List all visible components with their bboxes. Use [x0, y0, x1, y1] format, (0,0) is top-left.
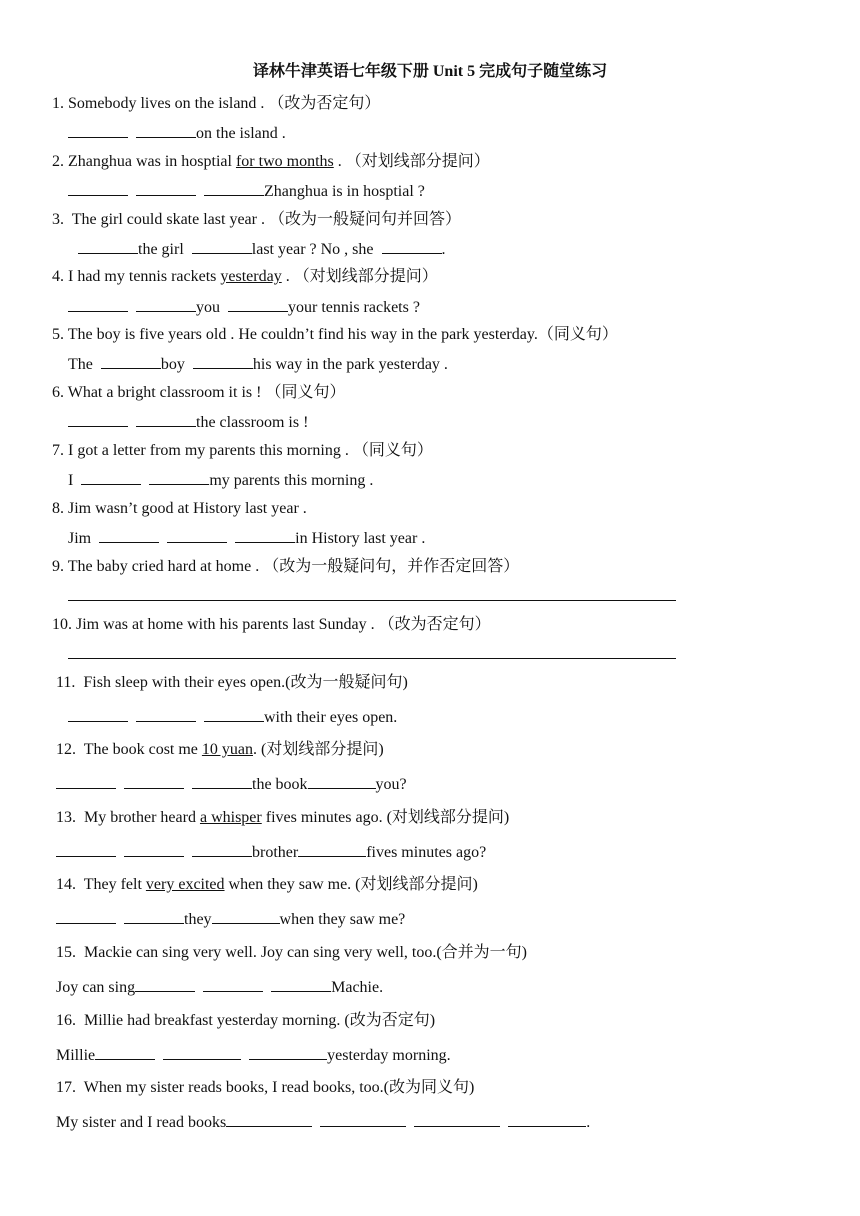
answer-15: [56, 976, 383, 999]
answer-text: boy: [160, 356, 189, 373]
underlined-phrase: 10 yuan: [201, 741, 254, 758]
blank[interactable]: [136, 296, 196, 312]
blank[interactable]: [68, 296, 128, 312]
blank[interactable]: [101, 353, 161, 369]
blank[interactable]: [68, 122, 128, 138]
answer-4: [68, 296, 420, 319]
answer-17: [56, 1111, 590, 1134]
answer-text: your tennis rackets ?: [288, 299, 420, 316]
answer-7: [68, 469, 373, 492]
question-text: 2. Zhanghua was in hosptial: [52, 153, 236, 170]
answer-line-10[interactable]: [68, 658, 676, 659]
question-12: [56, 739, 384, 761]
question-text: when they saw me. (对划线部分提问): [224, 876, 478, 893]
answer-8: [68, 527, 425, 550]
blank[interactable]: [203, 976, 263, 992]
blank[interactable]: [56, 908, 116, 924]
question-2: [52, 151, 490, 173]
answer-2: [68, 180, 425, 203]
blank[interactable]: [308, 773, 376, 789]
question-text: 4. I had my tennis rackets: [52, 268, 221, 285]
answer-14: [56, 908, 405, 931]
answer-13: [56, 841, 486, 864]
question-13: [56, 807, 509, 829]
answer-text: the classroom is !: [196, 414, 309, 431]
blank[interactable]: [56, 841, 116, 857]
question-15: 15. Mackie can sing very well. Joy can sing very well, too.(合并为一句): [56, 944, 528, 961]
question-text: 12. The book cost me: [56, 741, 202, 758]
question-11: 11. Fish sleep with their eyes open.(改为一般疑问句): [56, 674, 408, 691]
blank[interactable]: [320, 1111, 406, 1127]
blank[interactable]: [249, 1044, 327, 1060]
answer-text: in History last year .: [295, 530, 426, 547]
page-title: 译林牛津英语七年级下册 Unit 5 完成句子随堂练习: [252, 63, 608, 80]
blank[interactable]: [226, 1111, 312, 1127]
answer-12: [56, 773, 407, 796]
answer-text: yesterday morning.: [327, 1047, 451, 1064]
question-8: 8. Jim wasn’t good at History last year .: [52, 500, 307, 517]
blank[interactable]: [149, 469, 209, 485]
answer-16: [56, 1044, 451, 1067]
question-text: fives minutes ago. (对划线部分提问): [261, 809, 510, 826]
blank[interactable]: [414, 1111, 500, 1127]
blank[interactable]: [204, 180, 264, 196]
question-9: 9. The baby cried hard at home . （改为一般疑问句，并作否定回答）: [52, 558, 520, 575]
underlined-phrase: for two months: [235, 153, 334, 170]
question-10: 10. Jim was at home with his parents last Sunday . （改为否定句）: [52, 616, 491, 633]
question-text: . (对划线部分提问): [253, 741, 384, 758]
blank[interactable]: [136, 122, 196, 138]
question-4: [52, 266, 438, 288]
blank[interactable]: [271, 976, 331, 992]
blank[interactable]: [192, 238, 252, 254]
blank[interactable]: [135, 976, 195, 992]
answer-text: my parents this morning .: [209, 472, 374, 489]
question-16: 16. Millie had breakfast yesterday morning. (改为否定句): [56, 1012, 436, 1029]
blank[interactable]: [204, 706, 264, 722]
answer-text: Zhanghua is in hosptial ?: [264, 183, 425, 200]
question-3: 3. The girl could skate last year . （改为一般疑问句并回答）: [52, 211, 461, 228]
blank[interactable]: [68, 180, 128, 196]
question-1: 1. Somebody lives on the island . （改为否定句）: [52, 95, 381, 112]
blank[interactable]: [508, 1111, 586, 1127]
answer-text: with their eyes open.: [264, 709, 398, 726]
answer-text: you?: [375, 776, 407, 793]
answer-text: on the island .: [196, 125, 286, 142]
blank[interactable]: [124, 773, 184, 789]
blank[interactable]: [193, 353, 253, 369]
underlined-phrase: a whisper: [199, 809, 262, 826]
question-6: 6. What a bright classroom it is ! （同义句）: [52, 384, 346, 401]
answer-text: fives minutes ago?: [366, 844, 487, 861]
blank[interactable]: [78, 238, 138, 254]
blank[interactable]: [192, 841, 252, 857]
question-text: . （对划线部分提问）: [281, 268, 438, 285]
blank[interactable]: [167, 527, 227, 543]
underlined-phrase: very excited: [145, 876, 225, 893]
answer-text: My sister and I read books: [56, 1114, 227, 1131]
blank[interactable]: [163, 1044, 241, 1060]
answer-text: I: [68, 472, 78, 489]
answer-text: the book: [252, 776, 308, 793]
question-7: 7. I got a letter from my parents this morning . （同义句）: [52, 442, 433, 459]
answer-11: [68, 706, 397, 729]
blank[interactable]: [68, 411, 128, 427]
blank[interactable]: [136, 706, 196, 722]
blank[interactable]: [56, 773, 116, 789]
question-text: 13. My brother heard: [56, 809, 200, 826]
blank[interactable]: [124, 908, 184, 924]
blank[interactable]: [298, 841, 366, 857]
question-5: 5. The boy is five years old . He couldn’t find his way in the park yesterday.（同义句）: [52, 326, 618, 343]
answer-text: Machie.: [331, 979, 384, 996]
answer-line-9[interactable]: [68, 600, 676, 601]
question-text: 14. They felt: [56, 876, 146, 893]
question-17: 17. When my sister reads books, I read books, too.(改为同义句): [56, 1079, 475, 1096]
blank[interactable]: [235, 527, 295, 543]
question-14: [56, 874, 478, 896]
blank[interactable]: [81, 469, 141, 485]
blank[interactable]: [382, 238, 442, 254]
blank[interactable]: [228, 296, 288, 312]
answer-text: his way in the park yesterday .: [252, 356, 448, 373]
blank[interactable]: [95, 1044, 155, 1060]
blank[interactable]: [212, 908, 280, 924]
answer-text: the girl: [138, 241, 188, 258]
answer-text: Joy can sing: [56, 979, 136, 996]
question-text: . （对划线部分提问）: [333, 153, 490, 170]
answer-text: you: [196, 299, 224, 316]
blank[interactable]: [99, 527, 159, 543]
answer-text: Millie: [56, 1047, 96, 1064]
blank[interactable]: [192, 773, 252, 789]
answer-text: they: [184, 911, 212, 928]
answer-3: [78, 238, 446, 261]
blank[interactable]: [136, 411, 196, 427]
answer-text: when they saw me?: [279, 911, 406, 928]
answer-text: Jim: [68, 530, 96, 547]
blank[interactable]: [68, 706, 128, 722]
blank[interactable]: [136, 180, 196, 196]
blank[interactable]: [124, 841, 184, 857]
answer-text: last year ? No , she: [251, 241, 378, 258]
answer-text: brother: [252, 844, 299, 861]
answer-5: [68, 353, 448, 376]
answer-text: The: [68, 356, 97, 373]
answer-text: .: [586, 1114, 591, 1131]
answer-1: [68, 122, 286, 145]
underlined-phrase: yesterday: [220, 268, 282, 285]
answer-6: [68, 411, 308, 434]
answer-text: .: [441, 241, 446, 258]
